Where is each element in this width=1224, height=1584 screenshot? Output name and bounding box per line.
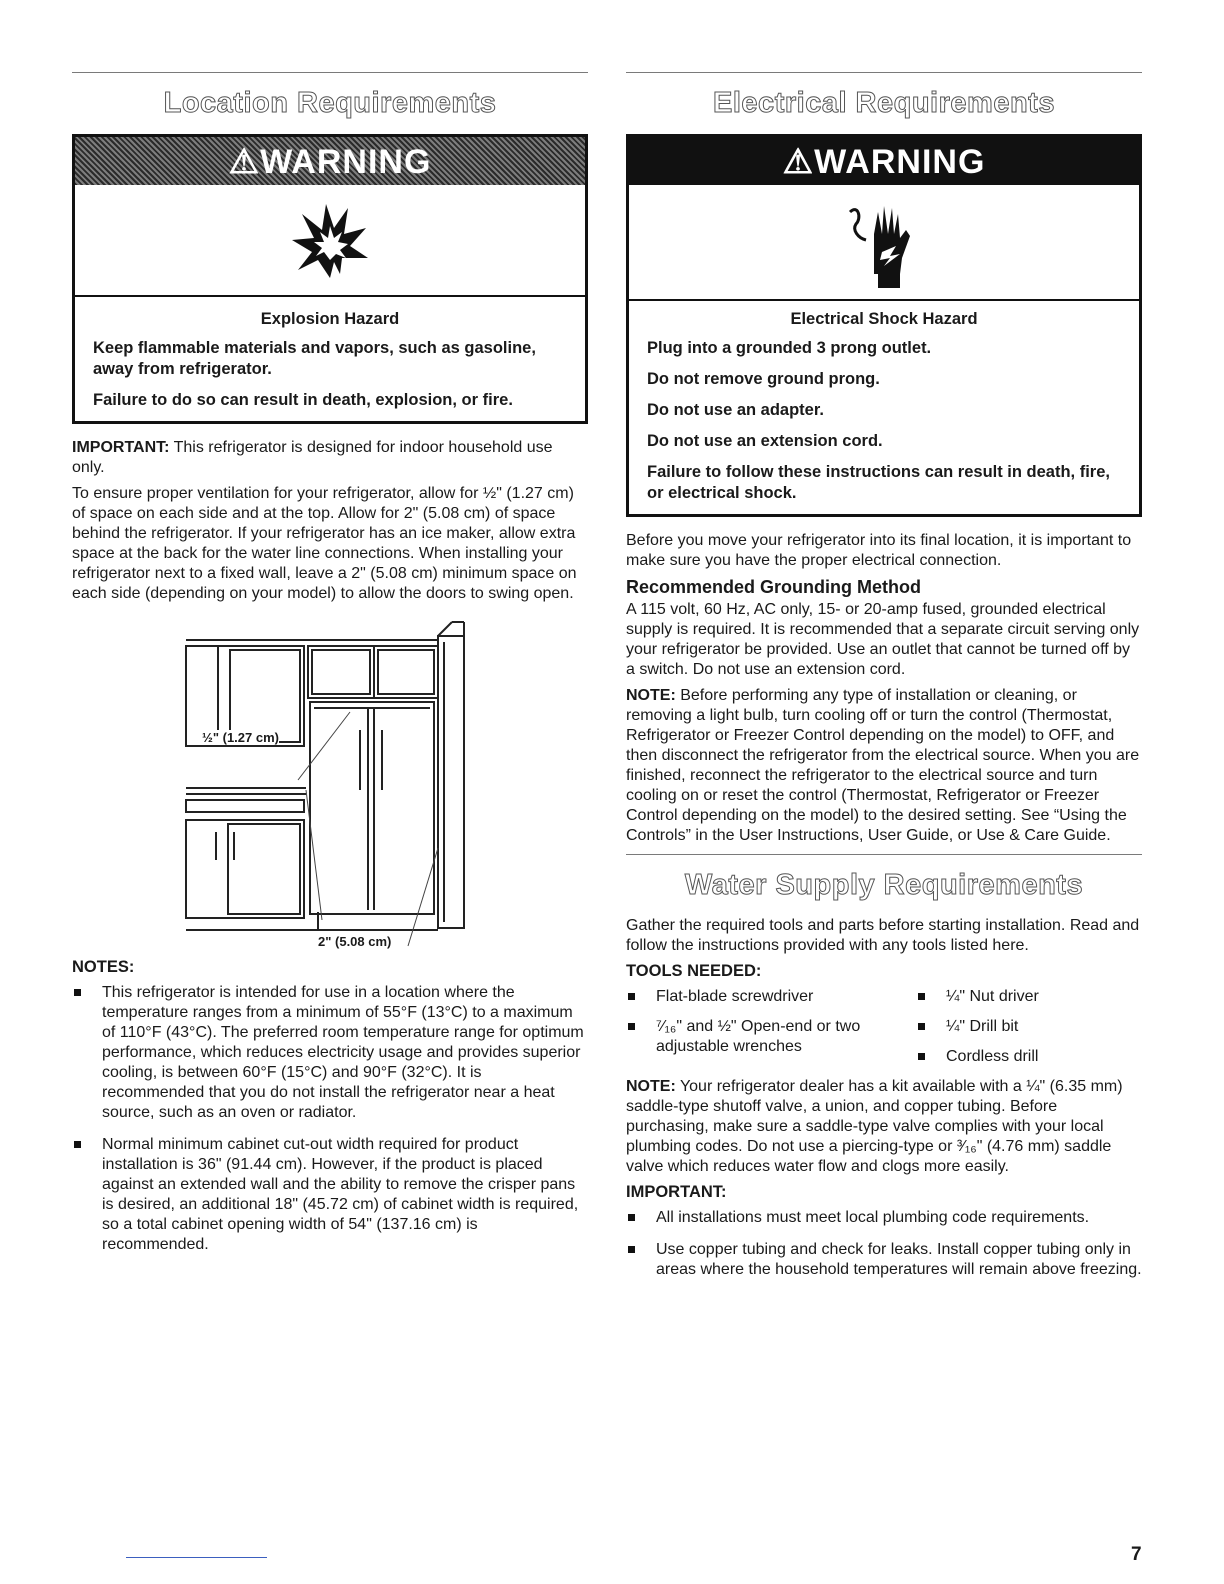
important-paragraph	[72, 438, 588, 478]
warning-body	[629, 301, 1139, 514]
list-item: ¼" Nut driver	[916, 987, 1136, 1007]
shock-warning-box	[626, 134, 1142, 517]
warning-line: Plug into a grounded 3 prong outlet.	[647, 339, 932, 357]
page-number: 7	[1131, 1544, 1142, 1565]
tools-heading: TOOLS NEEDED:	[626, 962, 762, 980]
list-item: All installations must meet local plumbing code requirements.	[626, 1208, 1142, 1228]
grounding-paragraph: A 115 volt, 60 Hz, AC only, 15- or 20-amp fused, grounded electrical supply is required. It is recommended that a separate circuit serving only your refrigerator be provided. Use an outlet that cannot be turned off by a switch. Do not use an extension cord.	[626, 601, 1140, 678]
important-label: IMPORTANT:	[72, 439, 170, 456]
electrical-intro: Before you move your refrigerator into its final location, it is important to make sure you have the proper electrical connection.	[626, 532, 1132, 569]
electrical-note	[626, 686, 1142, 846]
electric-shock-icon	[629, 185, 1139, 301]
section-divider	[72, 72, 588, 73]
list-item: ⁷⁄₁₆" and ½" Open-end or two adjustable wrenches	[626, 1017, 916, 1057]
notes-list	[72, 983, 588, 1255]
ventilation-paragraph: To ensure proper ventilation for your refrigerator, allow for ½" (1.27 cm) of space on each side and at the top. Allow for 2" (5.08 cm) of space behind the refrigerator. If your refrigerator has an ice maker, allow extra space at the back for the water line connections. When installing your refrigerator next to a fixed wall, leave a 2" (5.08 cm) minimum space on each side (depending on your model) to allow the doors to swing open.	[72, 485, 577, 602]
notes-heading: NOTES:	[72, 958, 135, 976]
list-item: Normal minimum cabinet cut-out width required for product installation is 36" (91.44 cm). However, if the product is placed against an extended wall and the ability to remove the crisper pans is desired, an additional 18" (45.72 cm) of cabinet width is required, so a total cabinet opening width of 54" (137.16 cm) is recommended.	[72, 1135, 588, 1255]
list-item: Cordless drill	[916, 1047, 1136, 1067]
note-label: NOTE:	[626, 687, 676, 704]
tools-list-right	[916, 987, 1136, 1077]
section-divider	[626, 854, 1142, 855]
warning-line: Failure to follow these instructions can result in death, fire, or electrical shock.	[647, 463, 1110, 502]
list-item: Use copper tubing and check for leaks. Install copper tubing only in areas where the household temperatures will remain above freezing.	[626, 1240, 1142, 1280]
important-list	[626, 1208, 1142, 1280]
explosion-icon	[75, 185, 585, 297]
clearance-diagram	[182, 620, 482, 950]
tools-list-left	[626, 987, 916, 1077]
hazard-title: Explosion Hazard	[260, 310, 400, 328]
warning-line: Do not use an adapter.	[647, 401, 824, 419]
section-divider	[626, 72, 1142, 73]
warning-line: Failure to do so can result in death, explosion, or fire.	[93, 391, 513, 409]
note-label: NOTE:	[626, 1078, 676, 1095]
warning-banner: ⚠WARNING	[629, 137, 1139, 185]
warning-line: Do not use an extension cord.	[647, 432, 883, 450]
tools-list	[626, 987, 1142, 1077]
side-clearance-label: ½" (1.27 cm)	[202, 730, 279, 745]
explosion-warning-box	[72, 134, 588, 424]
grounding-heading: Recommended Grounding Method	[626, 577, 921, 597]
electrical-requirements-section	[626, 72, 1142, 1292]
note-text: Your refrigerator dealer has a kit available with a ¼" (6.35 mm) saddle-type shutoff valve, a union, and copper tubing. Before purchasing, make sure a saddle-type valve complies with your local plumbing codes. Do not use a piercing-type or ³⁄₁₆" (4.76 mm) saddle valve which reduces water flow and clogs more easily.	[626, 1078, 1123, 1175]
important-heading: IMPORTANT:	[626, 1183, 727, 1201]
cabinet-refrigerator-illustration	[182, 620, 482, 950]
warning-line: Do not remove ground prong.	[647, 370, 880, 388]
electrical-requirements-title: Electrical Requirements	[713, 87, 1055, 119]
note-text: Before performing any type of installation or cleaning, or removing a light bulb, turn cooling off or turn the control (Thermostat, Refrigerator or Freezer Control depending on the model) to OFF, and then disconnect the refrigerator from the electrical source. When you are finished, reconnect the refrigerator to the electrical source and turn cooling on or reset the control (Thermostat, Refrigerator or Freezer Control depending on the model) to the desired setting. See “Using the Controls” in the User Instructions, User Guide, or Use & Care Guide.	[626, 687, 1140, 844]
water-note	[626, 1077, 1142, 1177]
hazard-title: Electrical Shock Hazard	[790, 310, 978, 328]
list-item: Flat-blade screwdriver	[626, 987, 916, 1007]
list-item: This refrigerator is intended for use in a location where the temperature ranges from a minimum of 55°F (13°C) to a maximum of 110°F (43°C). The preferred room temperature range for optimum performance, which reduces electricity usage and provides superior cooling, is between 60°F (15°C) and 90°F (32°C). It is recommended that you do not install the refrigerator near a heat source, such as an oven or radiator.	[72, 983, 588, 1123]
important-text: This refrigerator is designed for indoor household use only.	[72, 439, 553, 476]
footer-line	[126, 1557, 267, 1558]
location-requirements-section	[72, 72, 588, 1267]
water-supply-title: Water Supply Requirements	[684, 869, 1084, 901]
warning-banner: ⚠WARNING	[75, 137, 585, 185]
list-item: ¼" Drill bit	[916, 1017, 1136, 1037]
location-requirements-title: Location Requirements	[163, 87, 497, 119]
water-intro: Gather the required tools and parts before starting installation. Read and follow the instructions provided with any tools listed here.	[626, 917, 1140, 954]
warning-line: Keep flammable materials and vapors, such as gasoline, away from refrigerator.	[93, 339, 536, 378]
warning-body	[75, 297, 585, 421]
back-clearance-label: 2" (5.08 cm)	[318, 934, 392, 949]
